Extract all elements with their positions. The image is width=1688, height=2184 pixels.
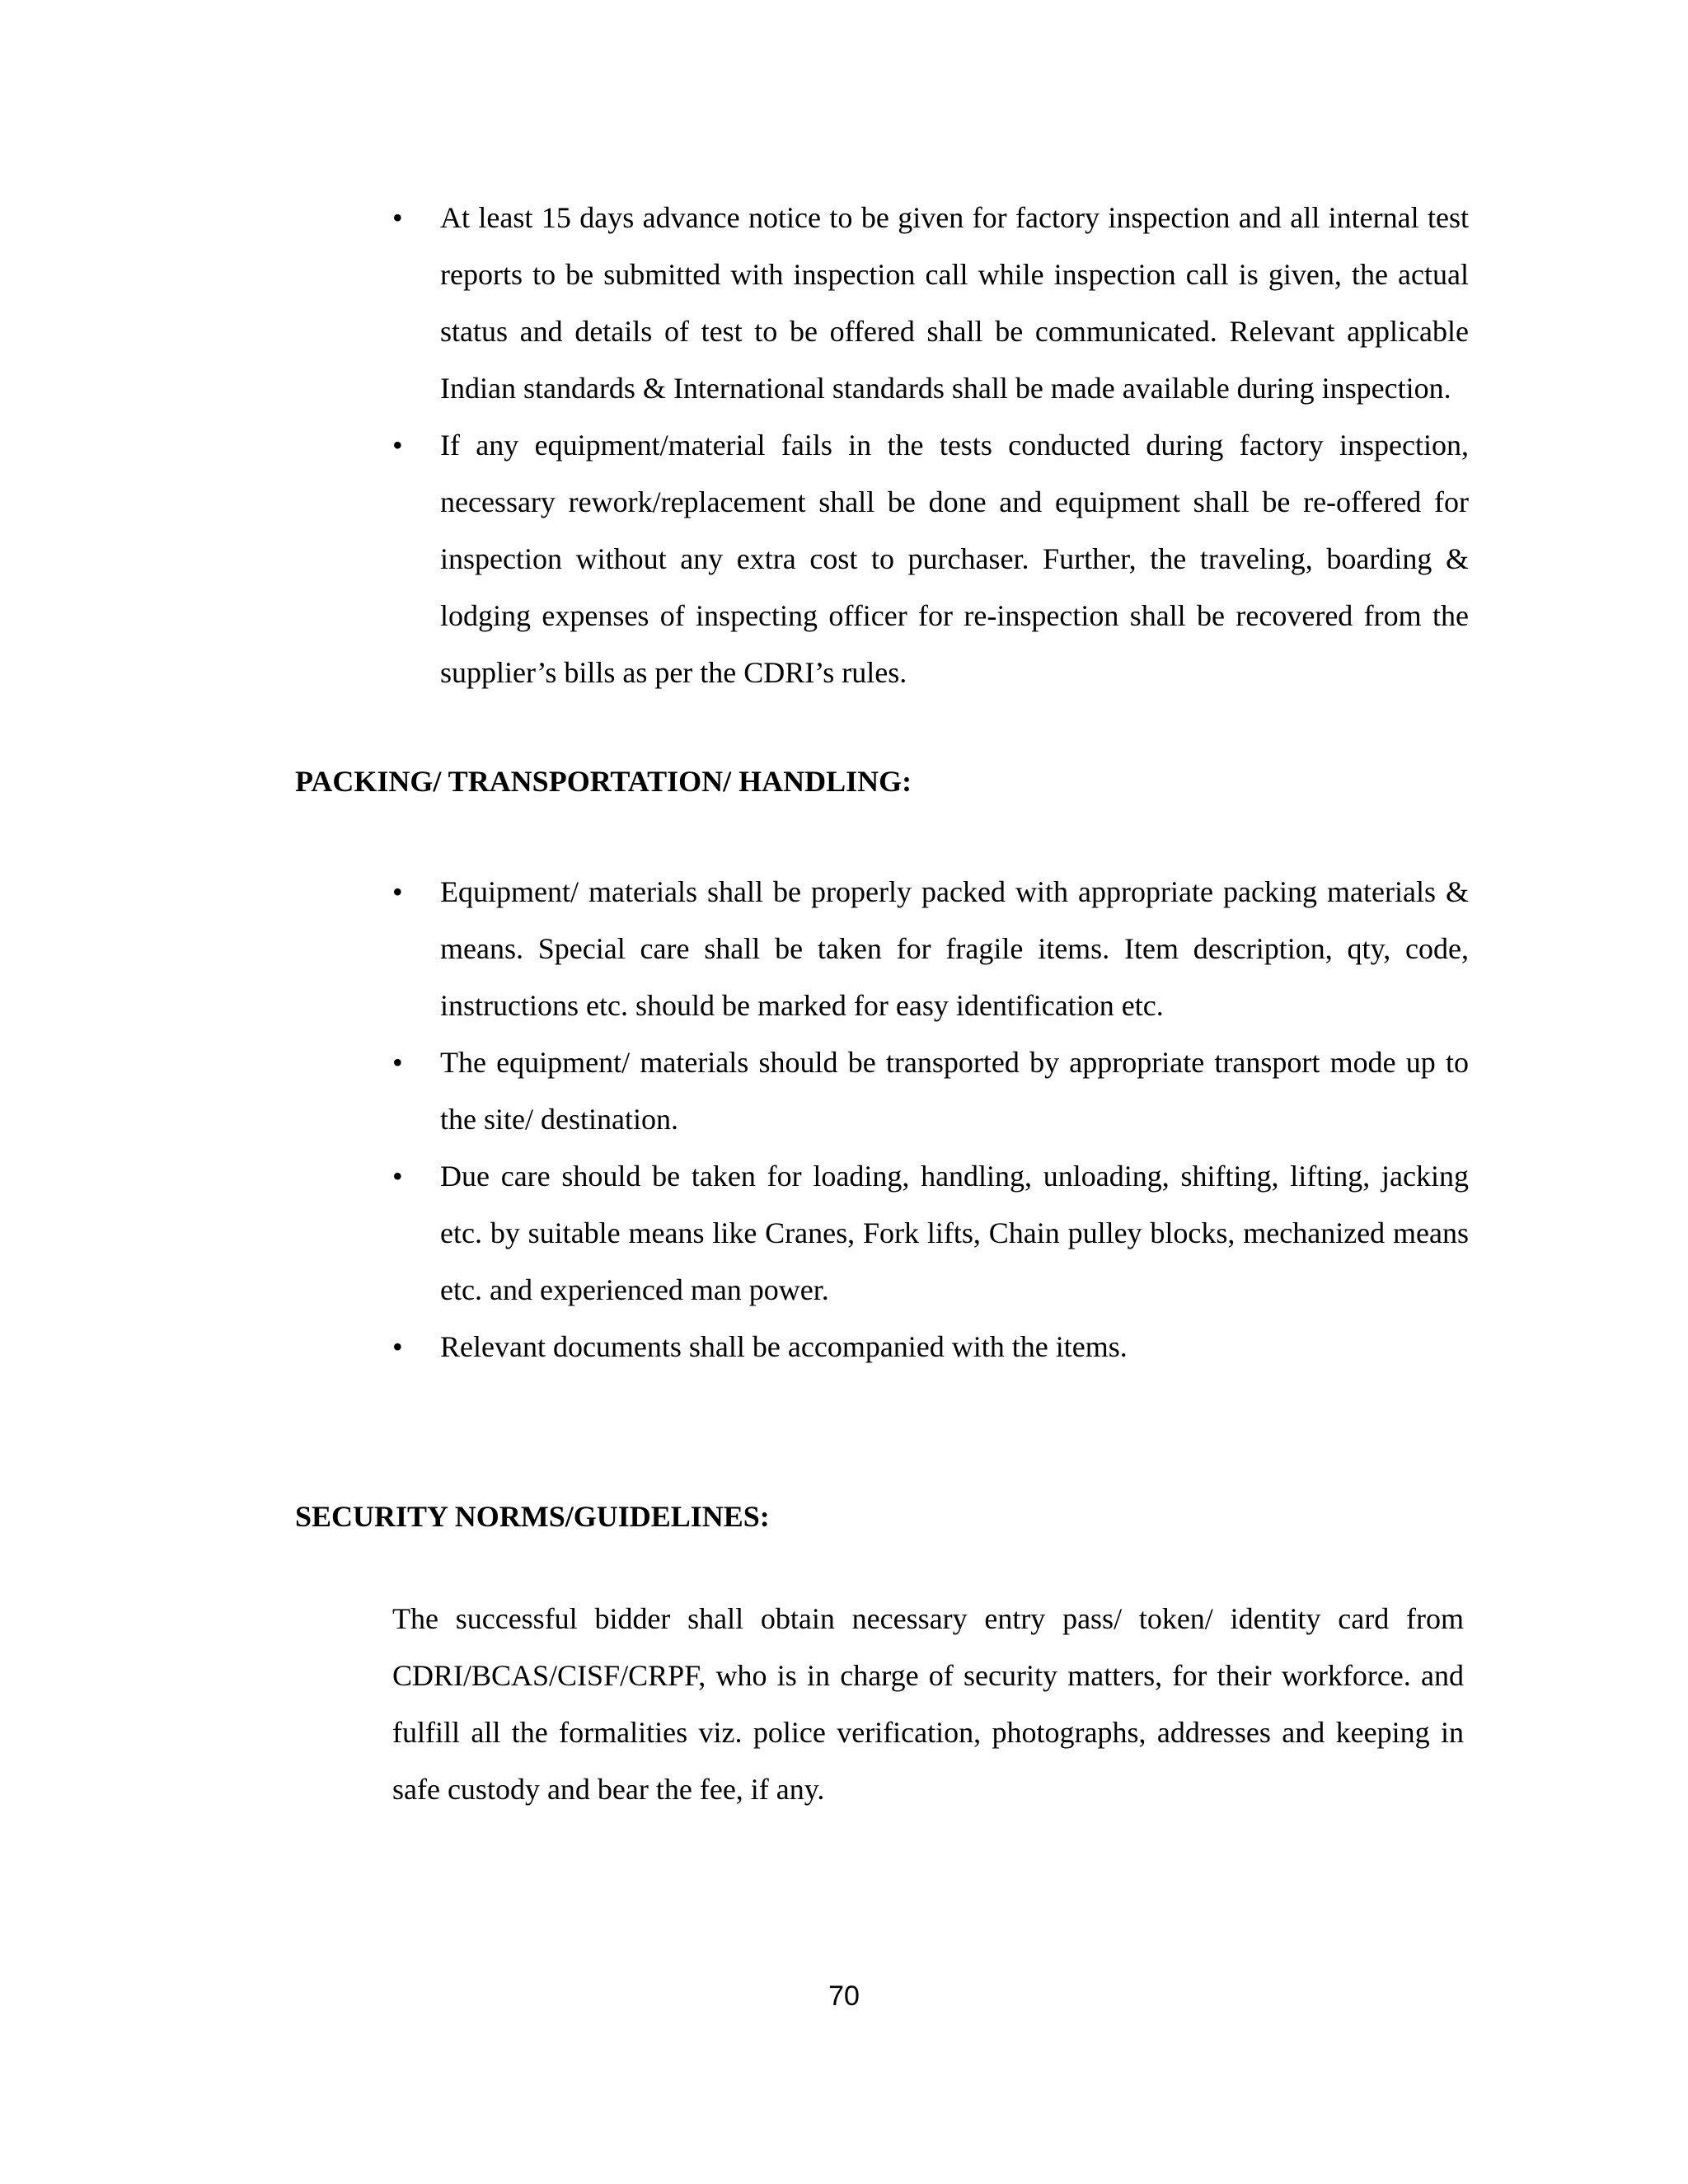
bullet-icon: • bbox=[392, 875, 403, 908]
list-item bbox=[387, 1034, 1469, 1148]
inspection-bullet-list bbox=[387, 190, 1469, 701]
list-item-text: If any equipment/material fails in the tests conducted during factory inspection, necessary rework/replacement shall be done and equipment shall be re-offered for inspection without any extra cost to purchaser. Further, the traveling, boarding & lodging expenses of inspecting officer for re-inspection shall be recovered from the supplier’s bills as per the CDRI’s rules. bbox=[440, 429, 1469, 689]
bullet-icon: • bbox=[392, 1046, 403, 1079]
security-paragraph: The successful bidder shall obtain necessary entry pass/ token/ identity card from CDRI/BCAS/CISF/CRPF, who is in charge of security matters, for their workforce. and fulfill all the formalities viz. police verification, photographs, addresses and keeping in safe custody and bear the fee, if any. bbox=[392, 1602, 1464, 1806]
bullet-icon: • bbox=[392, 201, 403, 234]
security-heading: SECURITY NORMS/GUIDELINES: bbox=[295, 1500, 770, 1533]
packing-bullet-list bbox=[387, 864, 1469, 1376]
list-item bbox=[387, 864, 1469, 1034]
bullet-icon: • bbox=[392, 1330, 403, 1363]
list-item bbox=[387, 417, 1469, 701]
packing-heading: PACKING/ TRANSPORTATION/ HANDLING: bbox=[295, 765, 912, 798]
list-item-text: The equipment/ materials should be transported by appropriate transport mode up to the site/ destination. bbox=[440, 1046, 1469, 1136]
bullet-icon: • bbox=[392, 1160, 403, 1193]
list-item-text: Relevant documents shall be accompanied with the items. bbox=[440, 1330, 1128, 1363]
list-item-text: At least 15 days advance notice to be given for factory inspection and all internal test reports to be submitted with inspection call while inspection call is given, the actual status and details of test to be offered shall be communicated. Relevant applicable Indian standards & International standards shall be made available during inspection. bbox=[440, 201, 1469, 405]
list-item-text: Equipment/ materials shall be properly packed with appropriate packing materials & means. Special care shall be taken for fragile items. Item description, qty, code, instructions etc. should be marked for easy identification etc. bbox=[440, 875, 1469, 1022]
list-item bbox=[387, 1319, 1469, 1376]
bullet-icon: • bbox=[392, 429, 403, 462]
list-item-text: Due care should be taken for loading, handling, unloading, shifting, lifting, jacking etc. by suitable means like Cranes, Fork lifts, Chain pulley blocks, mechanized means etc. and experienced man power. bbox=[440, 1160, 1469, 1306]
page-number: 70 bbox=[828, 1980, 860, 2012]
list-item bbox=[387, 190, 1469, 417]
list-item bbox=[387, 1148, 1469, 1319]
